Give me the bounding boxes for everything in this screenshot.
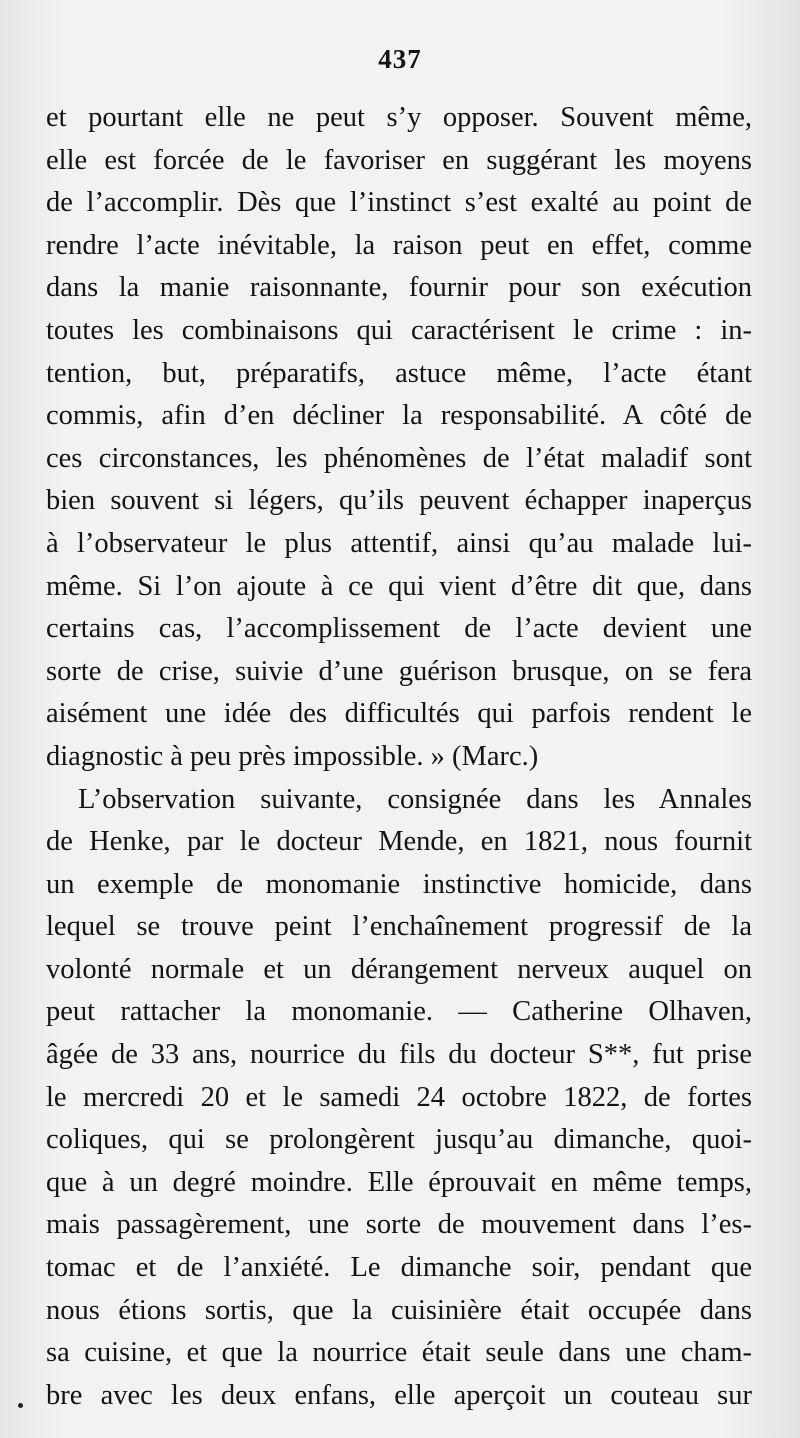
text-line: coliques, qui se prolongèrent jusqu’au dimanche, quoi- — [46, 1124, 752, 1156]
text-line: tention, but, préparatifs, astuce même, l’acte étant — [46, 357, 752, 389]
text-line: le mercredi 20 et le samedi 24 octobre 1822, de fortes — [46, 1081, 752, 1113]
text-line: de l’accomplir. Dès que l’instinct s’est exalté au point de — [46, 187, 752, 219]
text-line: et pourtant elle ne peut s’y opposer. Souvent même, — [46, 102, 752, 133]
text-line: rendre l’acte inévitable, la raison peut en effet, comme — [46, 229, 752, 261]
text-line: tomac et de l’anxiété. Le dimanche soir, pendant que — [46, 1252, 752, 1284]
text-line: âgée de 33 ans, nourrice du fils du docteur S**, fut prise — [46, 1039, 752, 1071]
text-line: de Henke, par le docteur Mende, en 1821, nous fournit — [46, 826, 752, 858]
text-line: commis, afin d’en décliner la responsabilité. A côté de — [46, 400, 752, 432]
text-line: ces circonstances, les phénomènes de l’état maladif sont — [46, 442, 752, 474]
text-line: toutes les combinaisons qui caractérisent le crime : in- — [46, 314, 752, 346]
text-line: dans la manie raisonnante, fournir pour son exécution — [46, 272, 752, 304]
margin-mark — [18, 1403, 23, 1408]
text-line: nous étions sortis, que la cuisinière était occupée dans — [46, 1294, 752, 1326]
page-number: 437 — [378, 44, 422, 74]
text-line: même. Si l’on ajoute à ce qui vient d’être dit que, dans — [46, 570, 752, 602]
text-line: à l’observateur le plus attentif, ainsi qu’au malade lui- — [46, 527, 752, 559]
text-line: certains cas, l’accomplissement de l’acte devient une — [46, 613, 752, 645]
text-line: mais passagèrement, une sorte de mouvement dans l’es- — [46, 1209, 752, 1241]
text-line: elle est forcée de le favoriser en suggérant les moyens — [46, 144, 752, 176]
text-line: volonté normale et un dérangement nerveux auquel on — [46, 953, 752, 985]
paragraph-end-line: diagnostic à peu près impossible. » (Marc.) — [46, 740, 539, 772]
text-line: bre avec les deux enfans, elle aperçoit un couteau sur — [46, 1379, 752, 1411]
text-line: sorte de crise, suivie d’une guérison brusque, on se fera — [46, 655, 752, 687]
text-line: un exemple de monomanie instinctive homicide, dans — [46, 868, 752, 900]
body-text — [46, 97, 752, 1417]
text-line: sa cuisine, et que la nourrice était seule dans une cham- — [46, 1337, 752, 1369]
text-line: que à un degré moindre. Elle éprouvait en même temps, — [46, 1166, 752, 1198]
text-line: aisément une idée des difficultés qui parfois rendent le — [46, 698, 752, 730]
paragraph-start-line: L’observation suivante, consignée dans les Annales — [78, 783, 752, 815]
text-line: lequel se trouve peint l’enchaînement progressif de la — [46, 911, 752, 943]
text-line: bien souvent si légers, qu’ils peuvent échapper inaperçus — [46, 485, 752, 517]
text-line: peut rattacher la monomanie. — Catherine Olhaven, — [46, 996, 752, 1028]
